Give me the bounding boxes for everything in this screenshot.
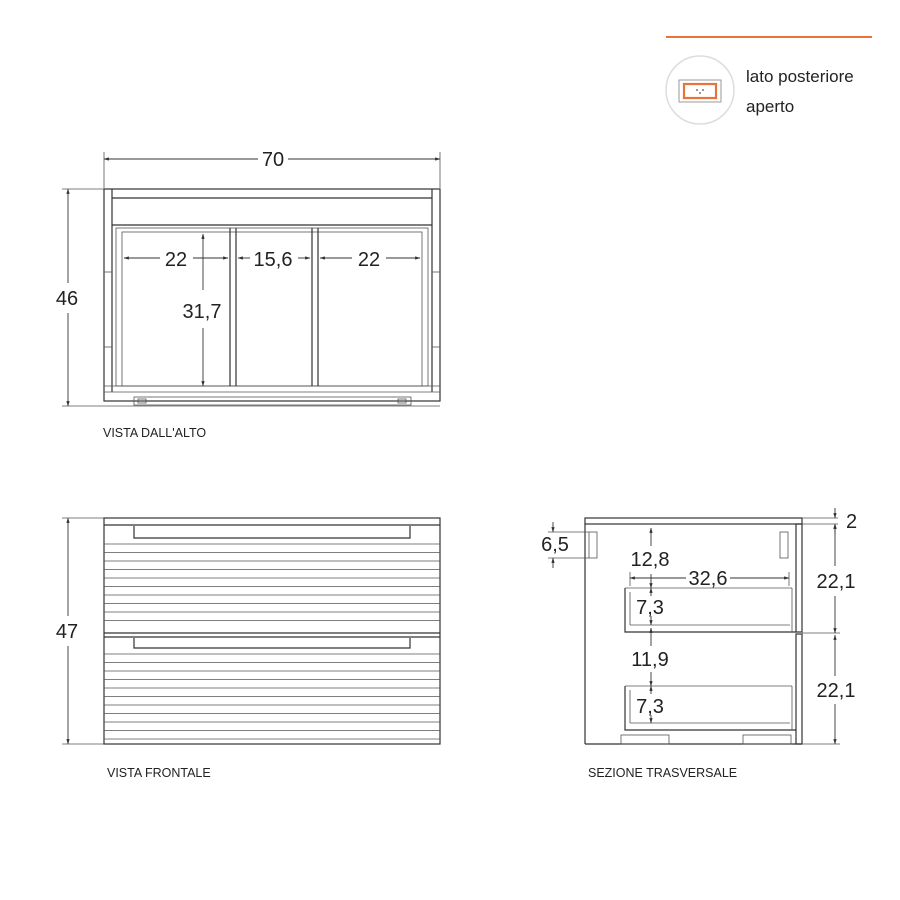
top-view-width-label: 70 bbox=[261, 149, 285, 171]
front-view-height-label: 47 bbox=[55, 621, 79, 643]
inner-depth-label: 31,7 bbox=[182, 301, 222, 323]
top-view-caption: VISTA DALL'ALTO bbox=[103, 426, 207, 440]
front-view-cabinet bbox=[104, 518, 440, 744]
legend bbox=[666, 37, 872, 124]
top-view-depth-dimension bbox=[56, 189, 104, 406]
compartment-center-label: 15,6 bbox=[253, 249, 293, 271]
legend-label-line-2: aperto bbox=[746, 97, 795, 116]
drawer-depth-label: 32,6 bbox=[688, 568, 728, 590]
open-back-icon bbox=[679, 80, 721, 102]
middle-gap-label: 11,9 bbox=[631, 649, 669, 671]
legend-label-line-1: lato posteriore bbox=[746, 67, 854, 86]
top-view-depth-label: 46 bbox=[55, 288, 79, 310]
front-view bbox=[56, 518, 440, 780]
section-view-cabinet bbox=[585, 518, 802, 744]
drawer-front-lower-label: 22,1 bbox=[816, 680, 856, 702]
top-view bbox=[56, 149, 440, 440]
section-view-caption: SEZIONE TRASVERSALE bbox=[588, 766, 738, 780]
top-view-cabinet bbox=[104, 189, 440, 406]
section-view bbox=[541, 508, 857, 780]
upper-drawer-slats bbox=[104, 544, 440, 621]
compartment-left-label: 22 bbox=[164, 249, 188, 271]
drawer-height-upper-label: 7,3 bbox=[636, 597, 664, 619]
drawer-front-upper-label: 22,1 bbox=[816, 571, 856, 593]
top-view-width-dimension bbox=[104, 149, 440, 188]
top-gap-label: 12,8 bbox=[630, 549, 670, 571]
lower-drawer-slats bbox=[104, 654, 440, 739]
top-view-compartment-dimensions bbox=[124, 234, 420, 386]
front-view-caption: VISTA FRONTALE bbox=[107, 766, 211, 780]
top-thickness-label: 2 bbox=[846, 511, 858, 533]
front-view-height-dimension bbox=[56, 518, 104, 744]
plinth-offset-label: 6,5 bbox=[541, 534, 569, 556]
section-view-dimensions bbox=[541, 508, 857, 744]
drawer-height-lower-label: 7,3 bbox=[636, 696, 664, 718]
compartment-right-label: 22 bbox=[357, 249, 381, 271]
